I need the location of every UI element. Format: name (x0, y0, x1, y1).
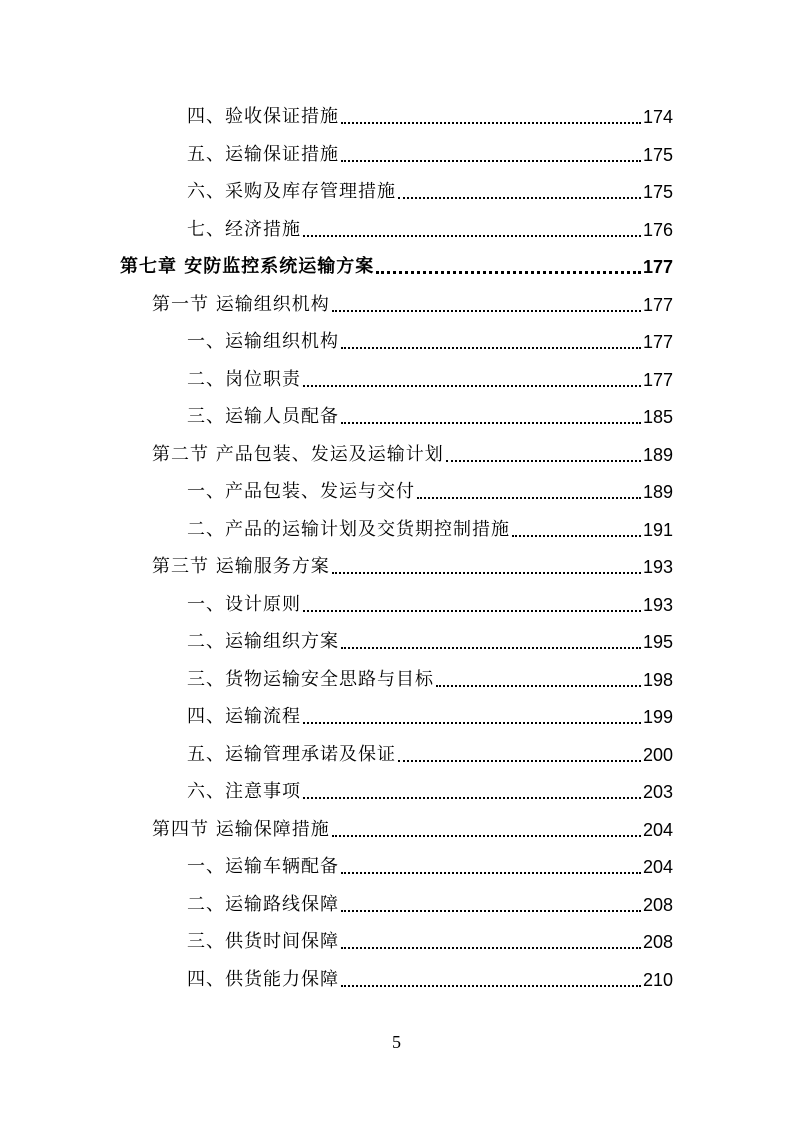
toc-entry[interactable] (187, 775, 673, 803)
toc-entry-page: 185 (642, 407, 673, 427)
toc-leader-dots (398, 760, 641, 762)
toc-entry[interactable] (187, 738, 673, 766)
toc-entry[interactable] (187, 888, 673, 916)
toc-leader-dots (303, 385, 641, 387)
toc-entry-page: 203 (642, 782, 673, 802)
toc-entry-page: 175 (642, 144, 673, 165)
toc-entry-page: 191 (642, 519, 673, 540)
toc-section-entry[interactable] (152, 288, 673, 316)
toc-leader-dots (332, 835, 641, 837)
toc-entry-page: 193 (642, 557, 673, 577)
toc-entry[interactable] (187, 400, 673, 428)
page-number: 5 (392, 1032, 401, 1052)
toc-entry-page: 174 (642, 107, 673, 127)
toc-entry-page: 177 (642, 294, 673, 315)
toc-entry-page: 210 (642, 969, 673, 990)
toc-leader-dots (341, 122, 641, 124)
toc-leader-dots (341, 160, 641, 162)
toc-entry-title: 三、货物运输安全思路与目标 (187, 668, 434, 690)
toc-entry-page: 199 (642, 707, 673, 727)
toc-leader-dots (341, 985, 641, 987)
toc-entry-page: 177 (642, 369, 673, 390)
toc-leader-dots (341, 872, 641, 874)
toc-leader-dots (303, 797, 641, 799)
toc-leader-dots (446, 460, 641, 462)
toc-section-entry[interactable] (152, 813, 673, 841)
toc-entry-title: 二、岗位职责 (187, 368, 301, 390)
toc-entry[interactable] (187, 513, 673, 541)
toc-entry-title: 三、供货时间保障 (187, 931, 339, 952)
toc-entry-title: 一、运输组织机构 (187, 331, 339, 352)
toc-leader-dots (341, 947, 641, 949)
toc-leader-dots (341, 910, 641, 912)
toc-leader-dots (341, 347, 641, 349)
toc-section-entry[interactable] (152, 550, 673, 578)
toc-entry[interactable] (187, 100, 673, 128)
toc-leader-dots (512, 535, 641, 537)
toc-leader-dots (303, 722, 641, 724)
toc-entry[interactable] (187, 138, 673, 166)
toc-leader-dots (332, 310, 641, 312)
toc-entry-page: 176 (642, 219, 673, 240)
toc-leader-dots (341, 422, 641, 424)
toc-entry-page: 175 (642, 182, 673, 202)
toc-entry-page: 208 (642, 894, 673, 915)
toc-entry[interactable] (187, 625, 673, 653)
toc-entry-page: 193 (642, 594, 673, 615)
toc-entry-title: 三、运输人员配备 (187, 406, 339, 427)
toc-entry[interactable] (187, 850, 673, 878)
toc-entry[interactable] (187, 475, 673, 503)
toc-entry[interactable] (187, 963, 673, 991)
toc-entry-page: 198 (642, 669, 673, 690)
toc-entry-title: 第七章 安防监控系统运输方案 (120, 256, 375, 277)
toc-entry[interactable] (187, 175, 673, 203)
toc-entry-title: 四、运输流程 (187, 706, 301, 727)
toc-entry-title: 一、设计原则 (187, 593, 301, 615)
toc-entry-title: 二、运输组织方案 (187, 631, 339, 652)
toc-entry-title: 一、运输车辆配备 (187, 856, 339, 877)
toc-leader-dots (376, 271, 641, 274)
toc-entry[interactable] (187, 363, 673, 391)
toc-leader-dots (417, 497, 641, 499)
toc-leader-dots (341, 647, 641, 649)
toc-entry-page: 204 (642, 819, 673, 840)
toc-entry-title: 二、运输路线保障 (187, 893, 339, 915)
toc-entry-title: 六、注意事项 (187, 781, 301, 802)
toc-chapter-entry[interactable] (120, 250, 673, 278)
toc-entry-title: 第三节 运输服务方案 (152, 556, 330, 577)
toc-entry-title: 第四节 运输保障措施 (152, 818, 330, 840)
toc-entry-page: 208 (642, 932, 673, 952)
toc-entry-page: 189 (642, 444, 673, 465)
toc-section-entry[interactable] (152, 438, 673, 466)
toc-entry[interactable] (187, 588, 673, 616)
toc-entry-title: 六、采购及库存管理措施 (187, 181, 396, 202)
toc-entry-title: 四、验收保证措施 (187, 106, 339, 127)
toc-entry-title: 四、供货能力保障 (187, 968, 339, 990)
toc-entry-title: 七、经济措施 (187, 218, 301, 240)
toc-entry[interactable] (187, 700, 673, 728)
toc-leader-dots (332, 572, 641, 574)
toc-entry-title: 第二节 产品包装、发运及运输计划 (152, 443, 444, 465)
toc-entry-title: 第一节 运输组织机构 (152, 293, 330, 315)
toc-entry-page: 177 (642, 257, 673, 277)
toc-entry-title: 二、产品的运输计划及交货期控制措施 (187, 518, 510, 540)
toc-leader-dots (303, 610, 641, 612)
toc-entry-title: 五、运输保证措施 (187, 143, 339, 165)
toc-leader-dots (303, 235, 641, 237)
toc-entry-page: 177 (642, 332, 673, 352)
toc-entry[interactable] (187, 213, 673, 241)
toc-entry[interactable] (187, 325, 673, 353)
toc-entry-title: 五、运输管理承诺及保证 (187, 743, 396, 765)
toc-leader-dots (436, 685, 641, 687)
toc-entry[interactable] (187, 663, 673, 691)
toc-entry[interactable] (187, 925, 673, 953)
toc-entry-page: 200 (642, 744, 673, 765)
toc-entry-page: 204 (642, 857, 673, 877)
toc-entry-page: 195 (642, 632, 673, 652)
toc-leader-dots (398, 197, 641, 199)
toc-entry-page: 189 (642, 482, 673, 502)
toc-entry-title: 一、产品包装、发运与交付 (187, 481, 415, 502)
